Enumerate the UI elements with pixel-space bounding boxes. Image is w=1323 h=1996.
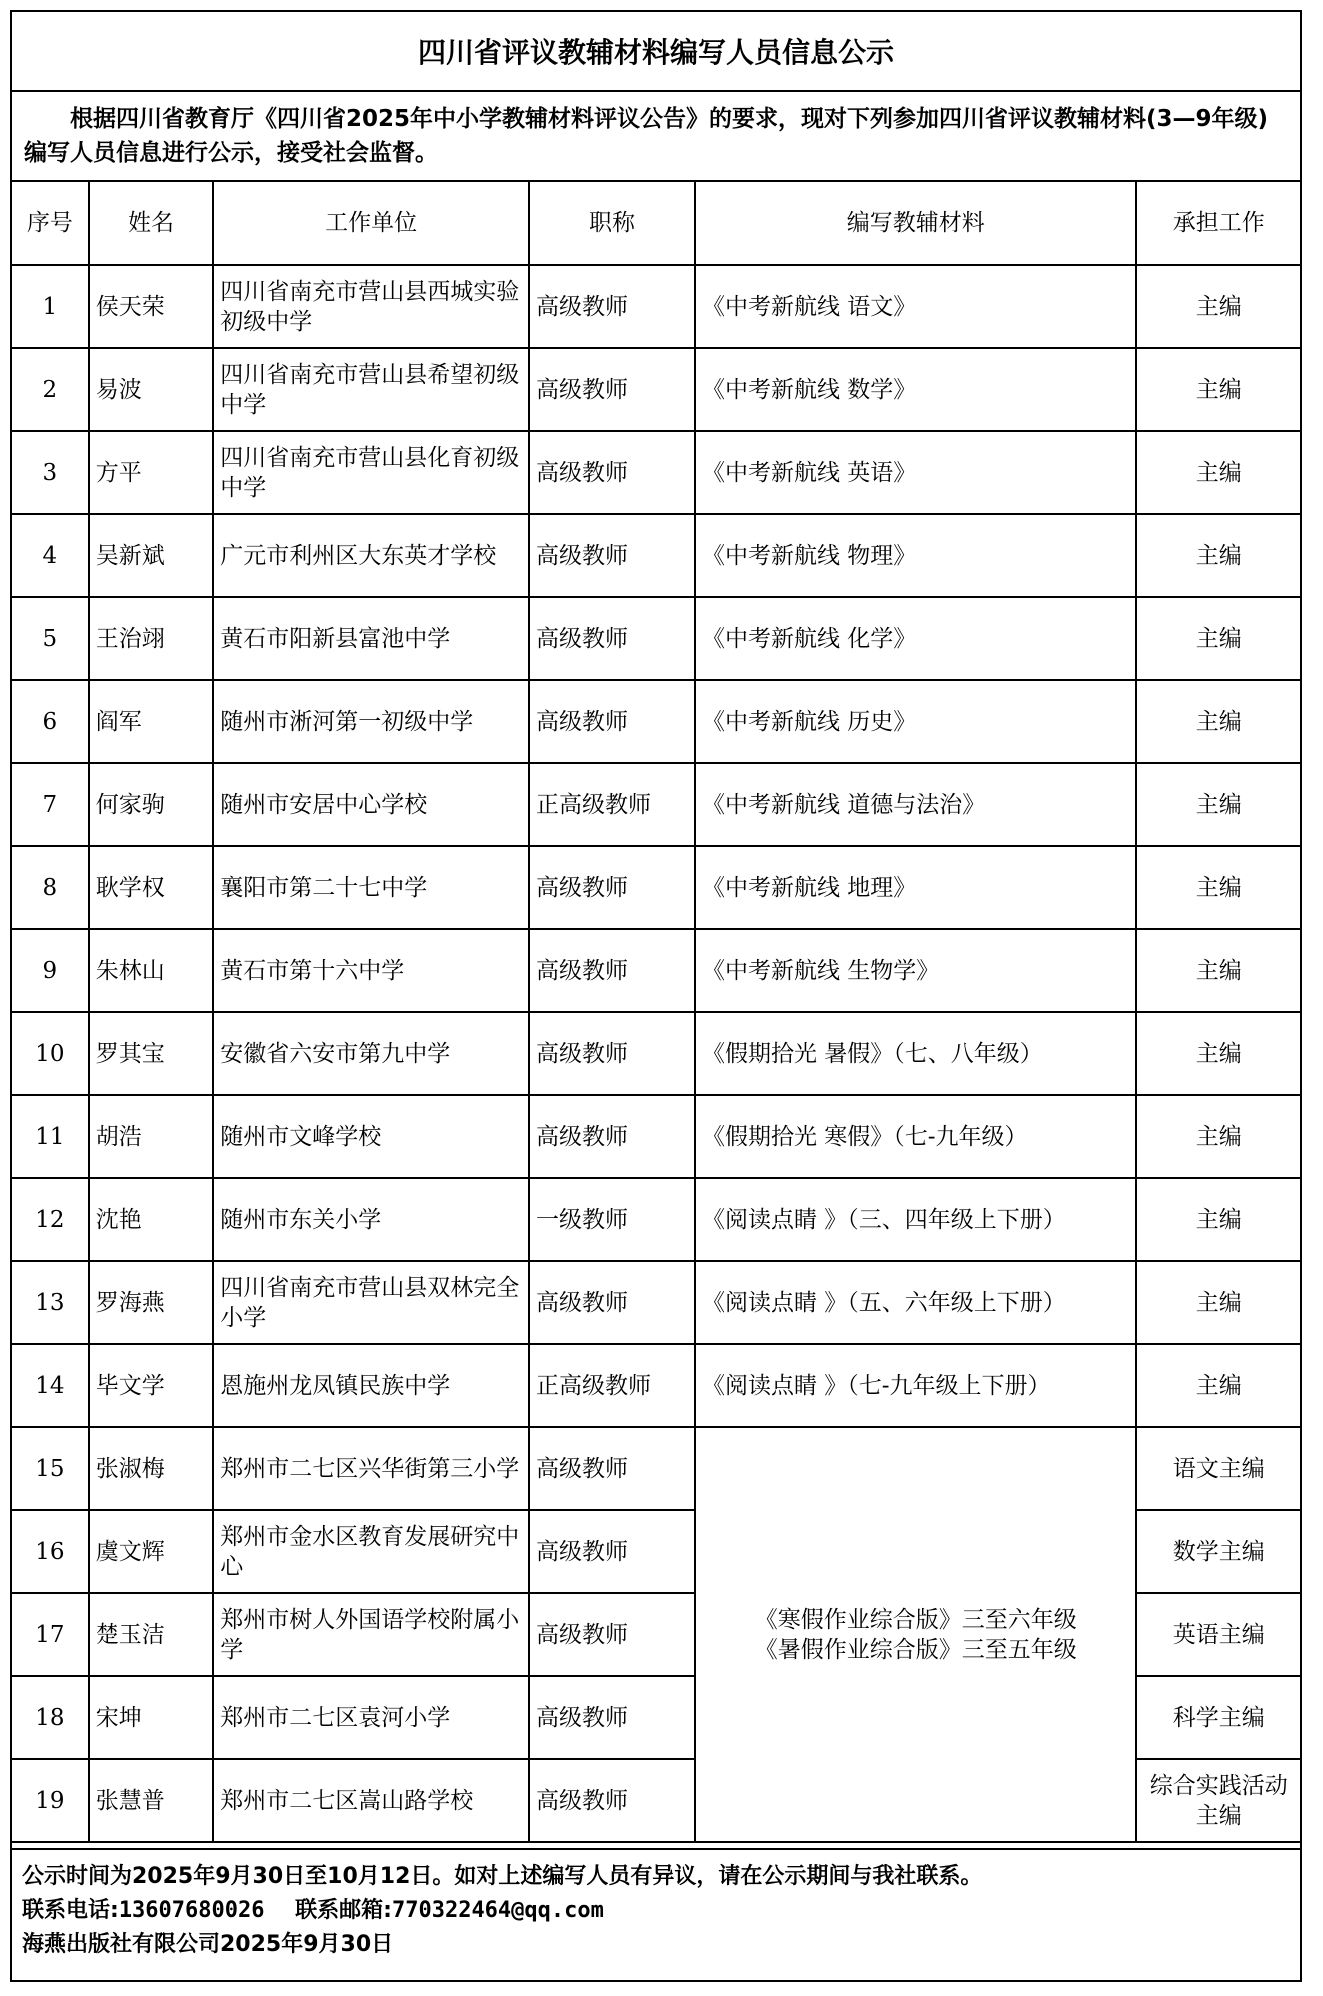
row-name: 罗海燕 — [89, 1261, 214, 1344]
row-number: 19 — [12, 1759, 89, 1842]
row-name: 毕文学 — [89, 1344, 214, 1427]
row-material: 《中考新航线 道德与法治》 — [695, 763, 1136, 846]
row-material: 《中考新航线 化学》 — [695, 597, 1136, 680]
row-number: 7 — [12, 763, 89, 846]
email-label: 联系邮箱: — [295, 1898, 392, 1923]
row-role: 英语主编 — [1136, 1593, 1300, 1676]
header-unit: 工作单位 — [213, 181, 529, 265]
row-name: 胡浩 — [89, 1095, 214, 1178]
table-row — [12, 514, 1300, 597]
footer-contact — [22, 1894, 1290, 1928]
row-role: 主编 — [1136, 763, 1300, 846]
footer-period: 公示时间为2025年9月30日至10月12日。如对上述编写人员有异议，请在公示期间与我社联系。 — [22, 1864, 983, 1889]
table-row — [12, 1012, 1300, 1095]
table-row — [12, 763, 1300, 846]
row-material: 《假期拾光 寒假》（七-九年级） — [695, 1095, 1136, 1178]
row-title: 高级教师 — [529, 1261, 695, 1344]
row-name: 朱林山 — [89, 929, 214, 1012]
row-name: 何家驹 — [89, 763, 214, 846]
row-role: 主编 — [1136, 1012, 1300, 1095]
table-row — [12, 680, 1300, 763]
row-role: 主编 — [1136, 265, 1300, 348]
row-role: 主编 — [1136, 431, 1300, 514]
row-number: 6 — [12, 680, 89, 763]
row-material: 《中考新航线 生物学》 — [695, 929, 1136, 1012]
table-header-row — [12, 181, 1300, 265]
row-name: 耿学权 — [89, 846, 214, 929]
row-number: 1 — [12, 265, 89, 348]
row-role: 数学主编 — [1136, 1510, 1300, 1593]
row-material: 《阅读点睛 》（七-九年级上下册） — [695, 1344, 1136, 1427]
intro-paragraph: 根据四川省教育厅《四川省2025年中小学教辅材料评议公告》的要求，现对下列参加四川省评议教辅材料(3—9年级)编写人员信息进行公示，接受社会监督。 — [24, 106, 1269, 166]
row-title: 高级教师 — [529, 1012, 695, 1095]
merged-material-winter: 《寒假作业综合版》三至六年级 — [754, 1606, 1077, 1633]
table-row — [12, 431, 1300, 514]
row-title: 高级教师 — [529, 431, 695, 514]
row-title: 高级教师 — [529, 846, 695, 929]
table-row — [12, 1344, 1300, 1427]
row-unit: 随州市安居中心学校 — [213, 763, 529, 846]
row-number: 5 — [12, 597, 89, 680]
table-row — [12, 846, 1300, 929]
row-unit: 四川省南充市营山县化育初级中学 — [213, 431, 529, 514]
row-unit: 襄阳市第二十七中学 — [213, 846, 529, 929]
row-unit: 郑州市二七区兴华街第三小学 — [213, 1427, 529, 1510]
row-name: 王治翊 — [89, 597, 214, 680]
row-material: 《假期拾光 暑假》（七、八年级） — [695, 1012, 1136, 1095]
row-title: 一级教师 — [529, 1178, 695, 1261]
row-role: 语文主编 — [1136, 1427, 1300, 1510]
row-role: 主编 — [1136, 1261, 1300, 1344]
row-title: 高级教师 — [529, 680, 695, 763]
row-name: 楚玉洁 — [89, 1593, 214, 1676]
phone-label: 联系电话: — [22, 1898, 119, 1923]
email-address: 770322464@qq.com — [391, 1898, 604, 1923]
row-material: 《中考新航线 物理》 — [695, 514, 1136, 597]
row-name: 方平 — [89, 431, 214, 514]
row-material: 《中考新航线 数学》 — [695, 348, 1136, 431]
row-title: 高级教师 — [529, 348, 695, 431]
row-number: 17 — [12, 1593, 89, 1676]
footer-publisher-date: 海燕出版社有限公司2025年9月30日 — [22, 1932, 394, 1957]
table-row — [12, 929, 1300, 1012]
table-row — [12, 265, 1300, 348]
header-name: 姓名 — [89, 181, 214, 265]
row-name: 罗其宝 — [89, 1012, 214, 1095]
row-number: 2 — [12, 348, 89, 431]
row-role: 主编 — [1136, 680, 1300, 763]
row-name: 侯天荣 — [89, 265, 214, 348]
row-unit: 安徽省六安市第九中学 — [213, 1012, 529, 1095]
row-unit: 恩施州龙凤镇民族中学 — [213, 1344, 529, 1427]
row-number: 3 — [12, 431, 89, 514]
row-number: 10 — [12, 1012, 89, 1095]
row-number: 8 — [12, 846, 89, 929]
row-name: 沈艳 — [89, 1178, 214, 1261]
row-number: 4 — [12, 514, 89, 597]
row-name: 张淑梅 — [89, 1427, 214, 1510]
table-row — [12, 1178, 1300, 1261]
row-title: 高级教师 — [529, 597, 695, 680]
header-role: 承担工作 — [1136, 181, 1300, 265]
header-material: 编写教辅材料 — [695, 181, 1136, 265]
row-name: 张慧普 — [89, 1759, 214, 1842]
row-title: 高级教师 — [529, 1427, 695, 1510]
table-row — [12, 1427, 1300, 1510]
row-unit: 四川省南充市营山县西城实验初级中学 — [213, 265, 529, 348]
table-row — [12, 348, 1300, 431]
row-number: 13 — [12, 1261, 89, 1344]
row-title: 高级教师 — [529, 929, 695, 1012]
notice-document — [10, 10, 1302, 1982]
row-title: 高级教师 — [529, 265, 695, 348]
row-title: 正高级教师 — [529, 763, 695, 846]
row-material: 《中考新航线 历史》 — [695, 680, 1136, 763]
row-name: 阎军 — [89, 680, 214, 763]
row-unit: 随州市东关小学 — [213, 1178, 529, 1261]
row-title: 高级教师 — [529, 1593, 695, 1676]
header-no: 序号 — [12, 181, 89, 265]
row-role: 主编 — [1136, 846, 1300, 929]
row-unit: 四川省南充市营山县双林完全小学 — [213, 1261, 529, 1344]
merged-material-cell — [695, 1427, 1136, 1842]
row-number: 11 — [12, 1095, 89, 1178]
row-material: 《中考新航线 英语》 — [695, 431, 1136, 514]
table-row — [12, 1095, 1300, 1178]
row-role: 主编 — [1136, 597, 1300, 680]
row-material: 《阅读点睛 》（五、六年级上下册） — [695, 1261, 1136, 1344]
row-title: 正高级教师 — [529, 1344, 695, 1427]
row-role: 科学主编 — [1136, 1676, 1300, 1759]
header-title: 职称 — [529, 181, 695, 265]
row-material: 《阅读点睛 》（三、四年级上下册） — [695, 1178, 1136, 1261]
row-unit: 郑州市二七区袁河小学 — [213, 1676, 529, 1759]
row-role: 主编 — [1136, 348, 1300, 431]
row-role: 主编 — [1136, 514, 1300, 597]
staff-table — [12, 180, 1300, 1843]
row-number: 15 — [12, 1427, 89, 1510]
row-unit: 四川省南充市营山县希望初级中学 — [213, 348, 529, 431]
row-title: 高级教师 — [529, 1676, 695, 1759]
row-number: 14 — [12, 1344, 89, 1427]
row-unit: 郑州市金水区教育发展研究中心 — [213, 1510, 529, 1593]
table-row — [12, 1261, 1300, 1344]
row-unit: 广元市利州区大东英才学校 — [213, 514, 529, 597]
merged-material-summer: 《暑假作业综合版》三至五年级 — [754, 1636, 1077, 1663]
row-role: 主编 — [1136, 1344, 1300, 1427]
row-number: 18 — [12, 1676, 89, 1759]
row-name: 吴新斌 — [89, 514, 214, 597]
table-row — [12, 597, 1300, 680]
row-unit: 黄石市阳新县富池中学 — [213, 597, 529, 680]
row-material: 《中考新航线 地理》 — [695, 846, 1136, 929]
row-unit: 随州市淅河第一初级中学 — [213, 680, 529, 763]
row-name: 宋坤 — [89, 1676, 214, 1759]
row-number: 16 — [12, 1510, 89, 1593]
row-unit: 郑州市二七区嵩山路学校 — [213, 1759, 529, 1842]
row-number: 12 — [12, 1178, 89, 1261]
row-title: 高级教师 — [529, 1095, 695, 1178]
row-role: 主编 — [1136, 1095, 1300, 1178]
row-number: 9 — [12, 929, 89, 1012]
row-title: 高级教师 — [529, 1510, 695, 1593]
phone-number: 13607680026 — [118, 1898, 265, 1923]
row-name: 易波 — [89, 348, 214, 431]
row-unit: 随州市文峰学校 — [213, 1095, 529, 1178]
row-role: 主编 — [1136, 929, 1300, 1012]
row-role: 主编 — [1136, 1178, 1300, 1261]
row-unit: 郑州市树人外国语学校附属小学 — [213, 1593, 529, 1676]
row-unit: 黄石市第十六中学 — [213, 929, 529, 1012]
footer — [12, 1848, 1300, 1982]
row-title: 高级教师 — [529, 1759, 695, 1842]
row-name: 虞文辉 — [89, 1510, 214, 1593]
row-title: 高级教师 — [529, 514, 695, 597]
row-role: 综合实践活动主编 — [1136, 1759, 1300, 1842]
page-title: 四川省评议教辅材料编写人员信息公示 — [12, 12, 1300, 92]
row-material: 《中考新航线 语文》 — [695, 265, 1136, 348]
